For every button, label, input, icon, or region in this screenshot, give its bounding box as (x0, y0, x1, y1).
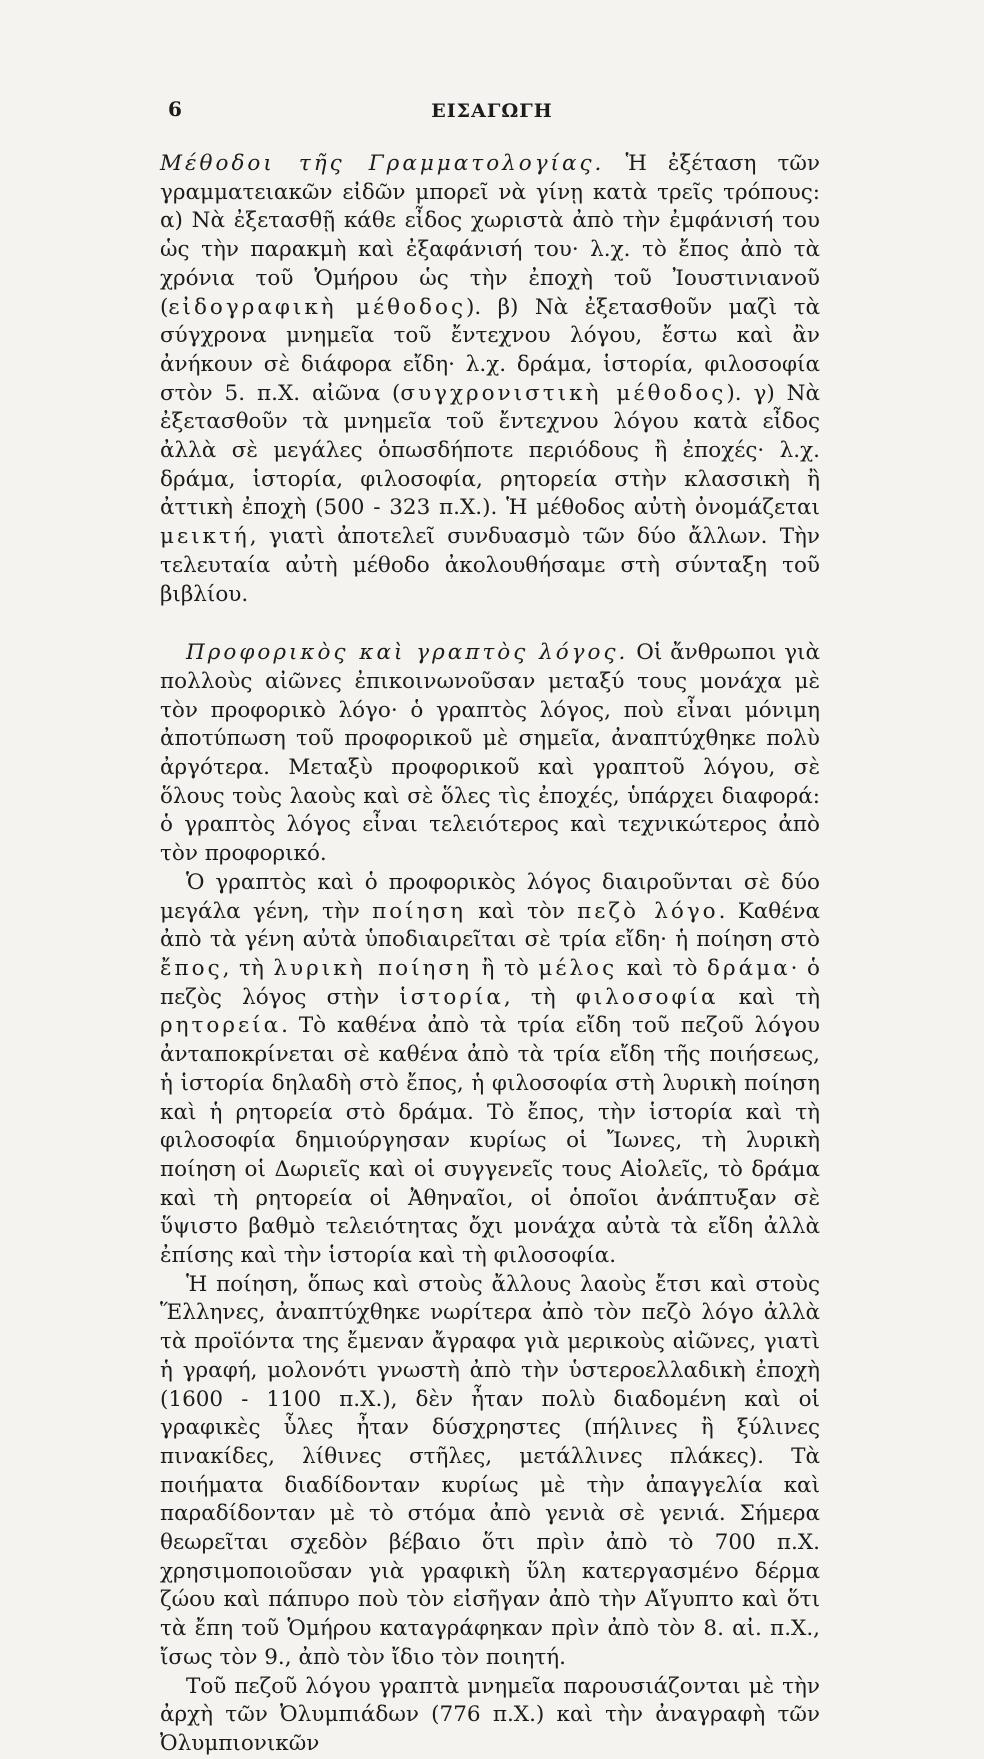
spaced-term: συγχρονιστικὴ μέθοδος (400, 380, 727, 406)
text-run: Ἡ ἐξέταση τῶν γραμματειακῶν εἰδῶν μπορεῖ νὰ γίνῃ κατὰ τρεῖς τρόπους: α) Νὰ ἐξετασθῇ κάθε εἶδος χωριστὰ ἀπὸ τὴν ἐμφάνισή του ὡς τὴν παρακμὴ καὶ ἐξαφάνισή του· λ.χ. τὸ ἔπος ἀπὸ τὰ χρόνια τοῦ Ὁμήρου ὡς τὴν ἐποχὴ τοῦ Ἰουστινιανοῦ ( (160, 151, 820, 320)
running-title: ΕΙΣΑΓΩΓΗ (431, 100, 553, 122)
spaced-term: λυρικὴ ποίηση (273, 955, 472, 981)
spaced-term: φιλοσοφία (575, 984, 719, 1010)
spaced-term: μέλος (538, 955, 618, 981)
paragraph-oral-written (160, 639, 820, 869)
text-run: καὶ τὸν (466, 898, 578, 924)
text-run: καὶ τὴ (718, 984, 820, 1010)
page-number: 6 (168, 97, 182, 121)
spaced-term: ἱστορία (399, 984, 504, 1010)
text-run: , τὴ (222, 955, 274, 981)
text-run: Ὁ γραπτὸς καὶ ὁ προφορικὸς λόγος διαιροῦνται σὲ δύο μεγάλα γένη, τὴν (160, 869, 820, 924)
spaced-term: εἰδογραφικὴ μέθοδος (168, 294, 466, 320)
spaced-term: ποίηση (372, 898, 467, 924)
paragraph-poetry-writing: Ἡ ποίηση, ὅπως καὶ στοὺς ἄλλους λαοὺς ἔτσι καὶ στοὺς Ἕλληνες, ἀναπτύχθηκε νωρίτερα ἀπὸ τὸν πεζὸ λόγο ἀλλὰ τὰ προϊόντα της ἔμεναν ἄγραφα γιὰ μερικοὺς αἰῶνες, γιατὶ ἡ γραφή, μολονότι γνωστὴ ἀπὸ τὴν ὑστεροελλαδικὴ ἐποχὴ (1600 - 1100 π.Χ.), δὲν ἦταν πολὺ διαδομένη καὶ οἱ γραφικὲς ὗλες ἦταν δύσχρηστες (πήλινες ἢ ξύλινες πινακίδες, λίθινες στῆλες, μετάλλινες πλάκες). Τὰ ποιήματα διαδίδονταν κυρίως μὲ τὴν ἀπαγγελία καὶ παραδίδονταν μὲ τὸ στόμα ἀπὸ γενιὰ σὲ γενιά. Σήμερα θεωρεῖται σχεδὸν βέβαιο ὅτι πρὶν ἀπὸ τὸ 700 π.Χ. χρησιμοποιοῦσαν γιὰ γραφικὴ ὕλη κατεργασμένο δέρμα ζώου καὶ πάπυρο ποὺ τὸν εἰσῆγαν ἀπὸ τὴν Αἴγυπτο καὶ ὅτι τὰ ἔπη τοῦ Ὁμήρου καταγράφηκαν πρὶν ἀπὸ τὸν 8. αἰ. π.Χ., ἴσως τὸν 9., ἀπὸ τὸν ἴδιο τὸν ποιητή. (160, 1271, 820, 1670)
spaced-term: μεικτή (160, 524, 250, 550)
text-run: · ὁ πεζὸς λόγος στὴν (160, 955, 820, 1010)
text-run: ). β) Νὰ ἐξετασθοῦν μαζὶ τὰ σύγχρονα μνημεῖα τοῦ ἔντεχνου λόγου, ἔστω καὶ ἂν ἀνήκουν σὲ διάφορα εἴδη· λ.χ. δράμα, ἱστορία, φιλοσοφία στὸν 5. π.Χ. αἰῶνα ( (160, 294, 821, 406)
spaced-term: ἔπος (160, 955, 223, 981)
text-run: . Τὸ καθένα ἀπὸ τὰ τρία εἴδη τοῦ πεζοῦ λόγου ἀνταποκρίνεται σὲ καθένα ἀπὸ τὰ τρία εἴδη τῆς ποιήσεως, ἡ ἱστορία δηλαδὴ στὸ ἔπος, ἡ φιλοσοφία στὴ λυρικὴ ποίηση καὶ ἡ ρητορεία στὸ δράμα. Τὸ ἔπος, τὴν ἱστορία καὶ τὴ φιλοσοφία δημιούργησαν κυρίως οἱ Ἴωνες, τὴ λυρικὴ ποίηση οἱ Δωριεῖς καὶ οἱ συγγενεῖς τους Αἰολεῖς, τὸ δράμα καὶ τὴ ρητορεία οἱ Ἀθηναῖοι, οἱ ὁποῖοι ἀνάπτυξαν σὲ ὕψιστο βαθμὸ τελειότητας ὄχι μονάχα αὐτὰ τὰ εἴδη ἀλλὰ ἐπίσης καὶ τὴν ἱστορία καὶ τὴ φιλοσοφία. (160, 1013, 820, 1269)
spaced-term: ρητορεία (160, 1013, 282, 1039)
section-heading-methods: Μέθοδοι τῆς Γραμματολογίας. (160, 151, 605, 176)
text-run: ἢ τὸ (471, 955, 539, 981)
section-heading-oral-written: Προφορικὸς καὶ γραπτὸς λόγος. (186, 640, 629, 666)
body-text (160, 150, 820, 1759)
text-run: ). γ) Νὰ ἐξετασθοῦν τὰ μνημεῖα τοῦ ἔντεχνου λόγου κατὰ εἶδος ἀλλὰ σὲ μεγάλες ὁπωσδήποτε περιόδους ἢ ἐποχές· λ.χ. δράμα, ἱστορία, φιλοσοφία, ρητορεία στὴν κλασσικὴ ἢ ἀττικὴ ἐποχὴ (500 - 323 π.Χ.). Ἡ μέθοδος αὐτὴ ὀνομάζεται (160, 380, 820, 521)
paragraph-genres (160, 869, 820, 1271)
paragraph-methods (160, 150, 820, 609)
text-run: Οἱ ἄνθρωποι γιὰ πολλοὺς αἰῶνες ἐπικοινωνοῦσαν μεταξύ τους μονάχα μὲ τὸν προφορικὸ λόγο· ὁ γραπτὸς λόγος, ποὺ εἶναι μόνιμη ἀποτύπωση τοῦ προφορικοῦ μὲ σημεῖα, ἀναπτύχθηκε πολὺ ἀργότερα. Μεταξὺ προφορικοῦ καὶ γραπτοῦ λόγου, σὲ ὅλους τοὺς λαοὺς καὶ σὲ ὅλες τὶς ἐποχές, ὑπάρχει διαφορά: ὁ γραπτὸς λόγος εἶναι τελειότερος καὶ τεχνικώτερος ἀπὸ τὸν προφορικό. (160, 640, 820, 867)
text-run: . Καθένα ἀπὸ τὰ γένη αὐτὰ ὑποδιαιρεῖται σὲ τρία εἴδη· ἡ ποίηση στὸ (160, 898, 820, 953)
text-run: καὶ τὸ (617, 955, 708, 981)
spaced-term: πεζὸ λόγο (577, 898, 719, 924)
text-run: , γιατὶ ἀποτελεῖ συνδυασμὸ τῶν δύο ἄλλων. Τὴν τελευταία αὐτὴ μέθοδο ἀκολουθήσαμε στὴ σύνταξη τοῦ βιβλίου. (160, 524, 820, 607)
text-run: , τὴ (503, 984, 576, 1010)
paragraph-prose-monuments: Τοῦ πεζοῦ λόγου γραπτὰ μνημεῖα παρουσιάζονται μὲ τὴν ἀρχὴ τῶν Ὀλυμπιάδων (776 π.Χ.) καὶ τὴν ἀναγραφὴ τῶν Ὀλυμπιονικῶν (160, 1673, 820, 1756)
spaced-term: δράμα (707, 955, 791, 981)
